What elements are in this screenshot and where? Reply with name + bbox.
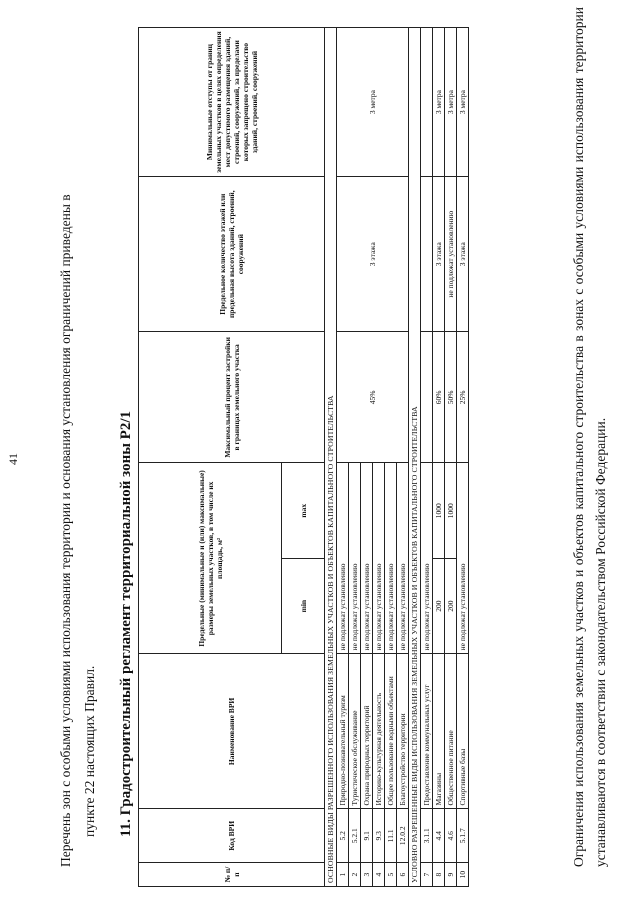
row-6-name: Благоустройство территории xyxy=(397,654,409,809)
row-7-code: 3.1.1 xyxy=(421,809,433,863)
row-7-name: Предоставление коммунальных услуг xyxy=(421,654,433,809)
header-name: Наименование ВРИ xyxy=(139,654,325,809)
row-9-num: 9 xyxy=(445,863,457,887)
row-10-size: не подлежат установлению xyxy=(457,463,469,654)
regulation-table xyxy=(138,27,469,887)
row-7-percent xyxy=(421,332,433,463)
row-6-code: 12.0.2 xyxy=(397,809,409,863)
row-5-num: 5 xyxy=(385,863,397,887)
header-size: Предельные (минимальные и (или) максимальные) размеры земельных участков, в том числе их площадь, м² xyxy=(139,463,282,654)
row-7-floors xyxy=(421,177,433,332)
rows-main-floors: 3 этажа xyxy=(337,177,409,332)
row-10-name: Спортивные базы xyxy=(457,654,469,809)
row-10-code: 5.1.7 xyxy=(457,809,469,863)
header-setback: Минимальные отступы от границ земельных участков в целях определения мест допустимого размещения зданий, строений, сооружений, за пределами которых запрещено строительство зданий, строений, сооружений xyxy=(139,28,325,177)
row-3-size: не подлежат установлению xyxy=(361,463,373,654)
row-4-name: Историко-культурная деятельность xyxy=(373,654,385,809)
row-3-code: 9.1 xyxy=(361,809,373,863)
header-code: Код ВРИ xyxy=(139,809,325,863)
row-3-name: Охрана природных территорий xyxy=(361,654,373,809)
section-main-uses: ОСНОВНЫЕ ВИДЫ РАЗРЕШЕННОГО ИСПОЛЬЗОВАНИЯ ЗЕМЕЛЬНЫХ УЧАСТКОВ И ОБЪЕКТОВ КАПИТАЛЬНОГО СТРОИТЕЛЬСТВА xyxy=(325,28,337,887)
row-5-code: 11.1 xyxy=(385,809,397,863)
row-2-num: 2 xyxy=(349,863,361,887)
row-6-num: 6 xyxy=(397,863,409,887)
row-3-num: 3 xyxy=(361,863,373,887)
row-1-name: Природно-познавательный туризм xyxy=(337,654,349,809)
row-9-percent: 50% xyxy=(445,332,457,463)
row-10-num: 10 xyxy=(457,863,469,887)
row-2-name: Туристическое обслуживание xyxy=(349,654,361,809)
row-4-num: 4 xyxy=(373,863,385,887)
row-8-code: 4.4 xyxy=(433,809,445,863)
row-8-num: 8 xyxy=(433,863,445,887)
row-8-min: 200 xyxy=(433,558,445,653)
row-9-max: 1000 xyxy=(445,463,457,558)
row-9-min: 200 xyxy=(445,558,457,653)
row-4-code: 9.3 xyxy=(373,809,385,863)
section-conditional-uses: УСЛОВНО РАЗРЕШЕННЫЕ ВИДЫ ИСПОЛЬЗОВАНИЯ ЗЕМЕЛЬНЫХ УЧАСТКОВ И ОБЪЕКТОВ КАПИТАЛЬНОГО СТРОИТЕЛЬСТВА xyxy=(409,28,421,887)
section-heading: 11. Градостроительный регламент территориальной зоны Р2/1 xyxy=(118,410,134,837)
row-9-name: Общественное питание xyxy=(445,654,457,809)
header-min: min xyxy=(282,558,325,653)
row-8-name: Магазины xyxy=(433,654,445,809)
row-5-size: не подлежат установлению xyxy=(385,463,397,654)
row-8-percent: 60% xyxy=(433,332,445,463)
rows-main-setback: 3 метра xyxy=(337,28,409,177)
footer-paragraph: Ограничения использования земельных участков и объектов капитального строительства в зонах с особыми условиями использования территории устанавливаются в соответствии с законодательством Российской Федерации. xyxy=(571,7,608,867)
row-9-floors: не подлежат установлению xyxy=(445,177,457,332)
intro-line-2: пункте 22 настоящих Правил. xyxy=(82,665,97,837)
row-8-floors: 3 этажа xyxy=(433,177,445,332)
row-9-setback: 3 метра xyxy=(445,28,457,177)
row-1-num: 1 xyxy=(337,863,349,887)
row-8-max: 1000 xyxy=(433,463,445,558)
row-4-size: не подлежат установлению xyxy=(373,463,385,654)
rows-main-percent: 45% xyxy=(337,332,409,463)
header-floors: Предельное количество этажей или предельная высота зданий, строений, сооружений xyxy=(139,177,325,332)
row-6-size: не подлежат установлению xyxy=(397,463,409,654)
row-8-setback: 3 метра xyxy=(433,28,445,177)
row-7-num: 7 xyxy=(421,863,433,887)
row-7-setback xyxy=(421,28,433,177)
page-number: 41 xyxy=(6,453,20,465)
row-7-size: не подлежат установлению xyxy=(421,463,433,654)
row-1-size: не подлежат установлению xyxy=(337,463,349,654)
row-10-percent: 25% xyxy=(457,332,469,463)
intro-line-1: Перечень зон с особыми условиями использования территории и основания установления ограничений приведены в xyxy=(58,194,73,867)
header-num: № п/п xyxy=(139,863,325,887)
row-1-code: 5.2 xyxy=(337,809,349,863)
row-2-code: 5.2.1 xyxy=(349,809,361,863)
row-9-code: 4.6 xyxy=(445,809,457,863)
header-max: max xyxy=(282,463,325,558)
row-5-name: Общее пользование водными объектами xyxy=(385,654,397,809)
row-10-floors: 3 этажа xyxy=(457,177,469,332)
header-percent: Максимальный процент застройки в границах земельного участка xyxy=(139,332,325,463)
row-10-setback: 3 метра xyxy=(457,28,469,177)
row-2-size: не подлежат установлению xyxy=(349,463,361,654)
